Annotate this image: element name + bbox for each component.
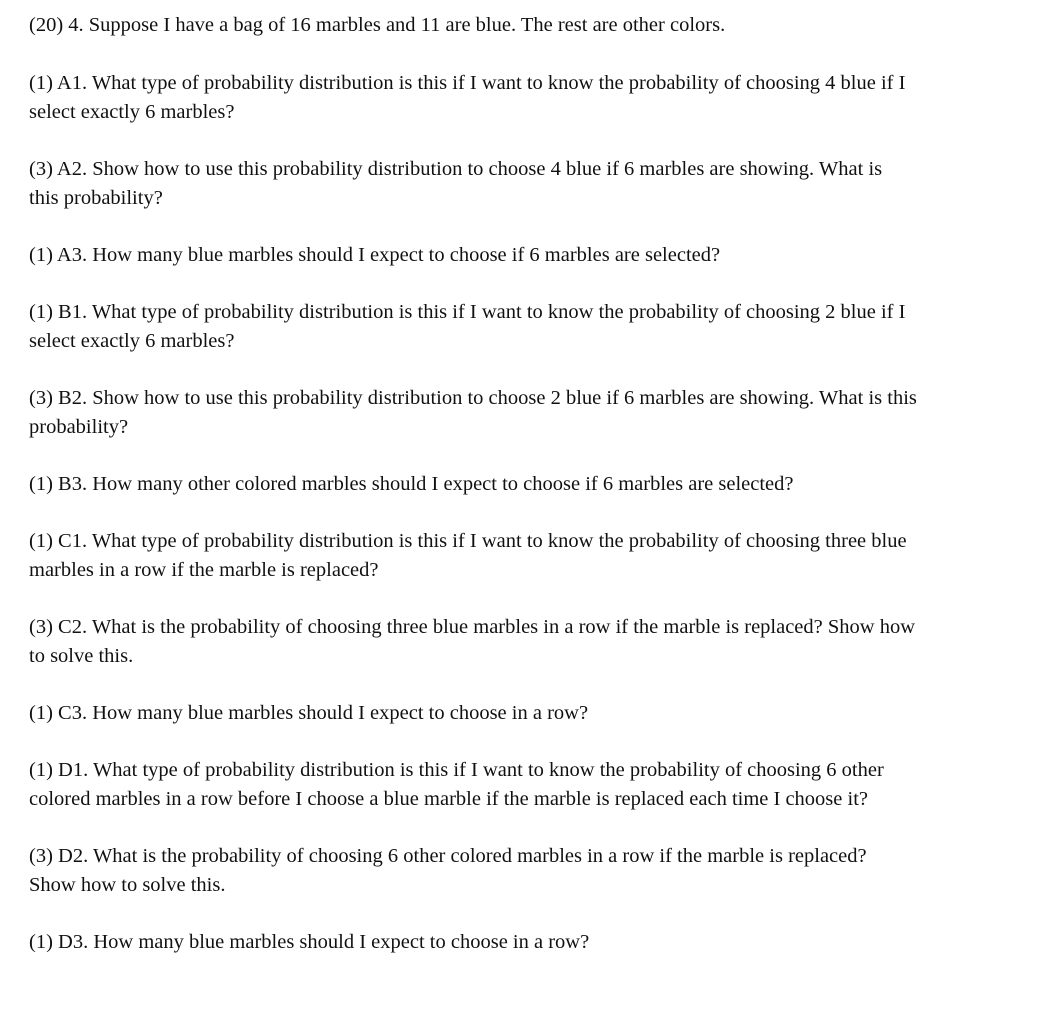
question-a2-line-1: (3) A2. Show how to use this probability distribution to choose 4 blue if 6 marbles are showing. What is bbox=[29, 158, 883, 180]
question-b1-line-2: select exactly 6 marbles? bbox=[29, 330, 235, 352]
question-d2-line-2: Show how to solve this. bbox=[29, 874, 226, 896]
question-c3-line-1: (1) C3. How many blue marbles should I expect to choose in a row? bbox=[29, 702, 589, 724]
question-d3-line-1: (1) D3. How many blue marbles should I expect to choose in a row? bbox=[29, 931, 590, 953]
question-b1-line-1: (1) B1. What type of probability distribution is this if I want to know the probability of choosing 2 blue if I bbox=[29, 301, 906, 323]
question-a1-line-2: select exactly 6 marbles? bbox=[29, 101, 235, 123]
question-b3-line-1: (1) B3. How many other colored marbles should I expect to choose if 6 marbles are selected? bbox=[29, 473, 794, 495]
question-c2-line-1: (3) C2. What is the probability of choosing three blue marbles in a row if the marble is replaced? Show how bbox=[29, 616, 916, 638]
problem-header: (20) 4. Suppose I have a bag of 16 marbles and 11 are blue. The rest are other colors. bbox=[29, 14, 726, 36]
question-b2-line-1: (3) B2. Show how to use this probability distribution to choose 2 blue if 6 marbles are showing. What is this bbox=[29, 387, 917, 409]
question-d2-line-1: (3) D2. What is the probability of choosing 6 other colored marbles in a row if the marble is replaced? bbox=[29, 845, 867, 867]
question-a3-line-1: (1) A3. How many blue marbles should I expect to choose if 6 marbles are selected? bbox=[29, 244, 721, 266]
question-d1-line-2: colored marbles in a row before I choose a blue marble if the marble is replaced each time I choose it? bbox=[29, 788, 868, 810]
question-b2-line-2: probability? bbox=[29, 416, 129, 438]
question-c2-line-2: to solve this. bbox=[29, 645, 134, 667]
question-c1-line-2: marbles in a row if the marble is replaced? bbox=[29, 559, 379, 581]
question-a2-line-2: this probability? bbox=[29, 187, 163, 209]
question-d1-line-1: (1) D1. What type of probability distribution is this if I want to know the probability of choosing 6 other bbox=[29, 759, 884, 781]
question-a1-line-1: (1) A1. What type of probability distribution is this if I want to know the probability of choosing 4 blue if I bbox=[29, 72, 906, 94]
question-c1-line-1: (1) C1. What type of probability distribution is this if I want to know the probability of choosing three blue bbox=[29, 530, 907, 552]
